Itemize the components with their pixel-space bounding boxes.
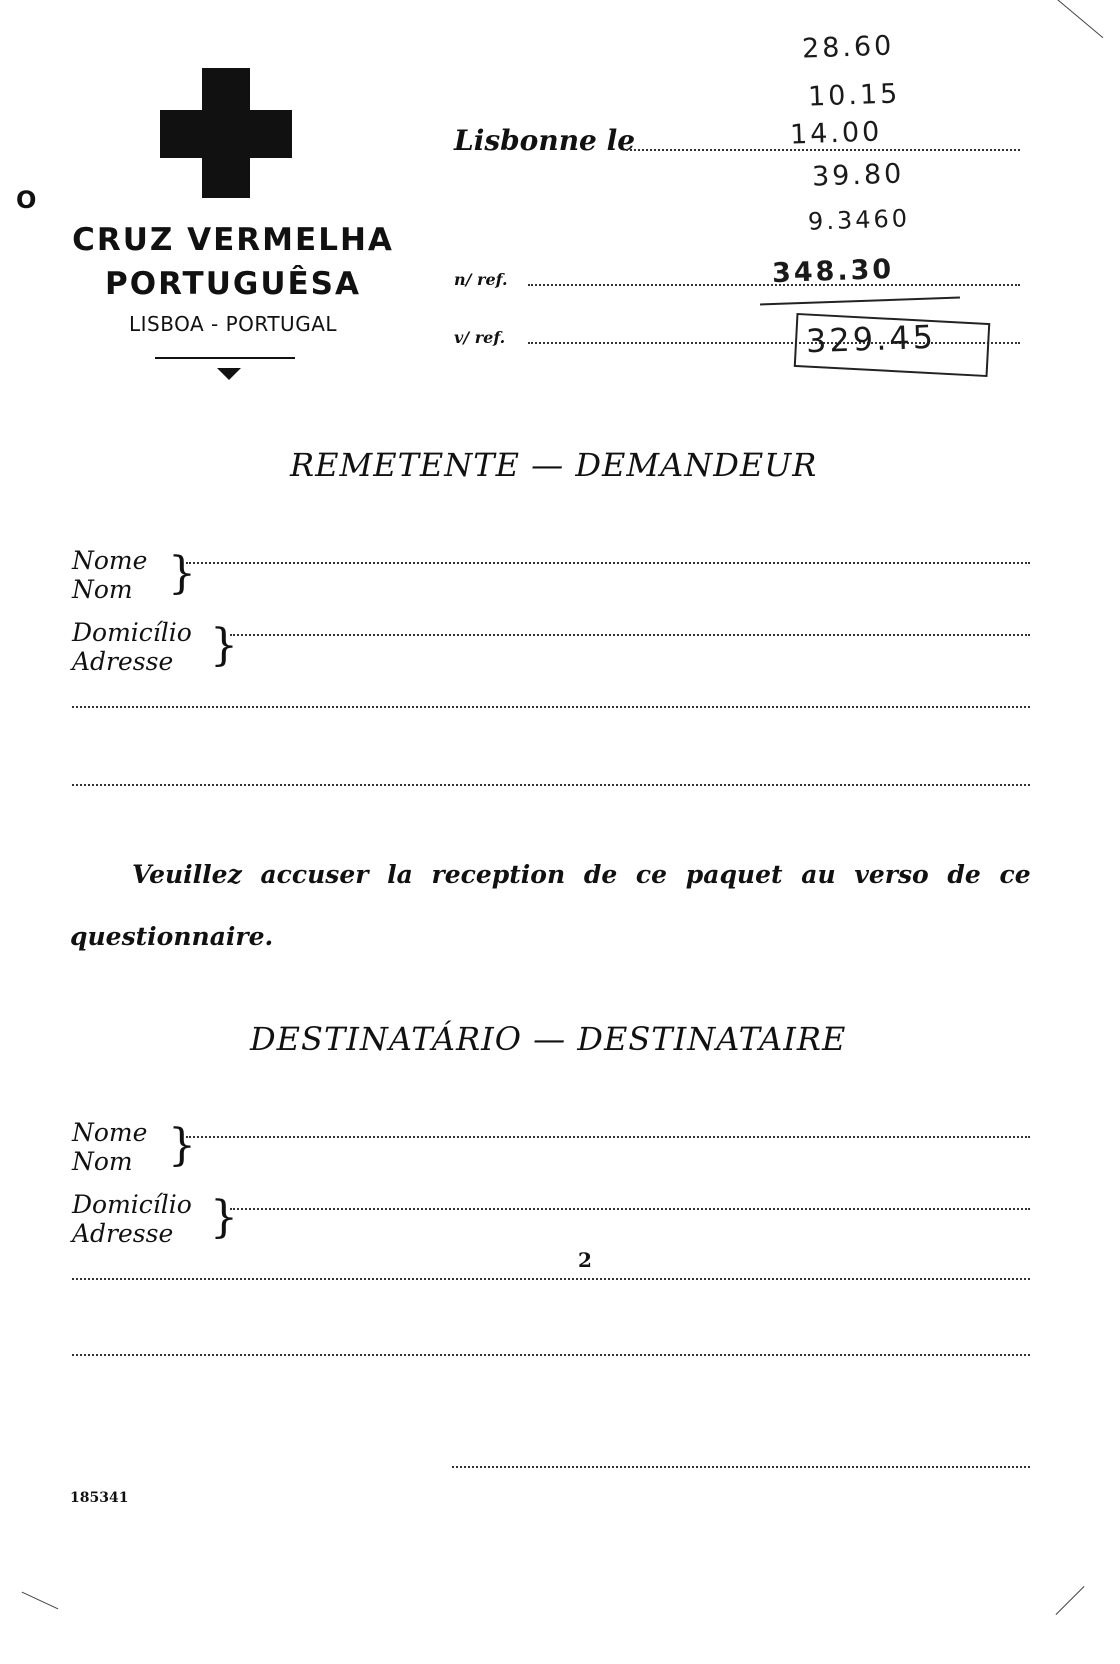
sender-name-field[interactable] bbox=[186, 562, 1030, 564]
sender-address-field-3[interactable] bbox=[72, 784, 1030, 786]
organization-name-line2: PORTUGUÊSA bbox=[105, 266, 361, 302]
sender-address-brace: } bbox=[210, 620, 238, 671]
sender-name-label: Nome Nom bbox=[72, 546, 148, 604]
sender-address-label: Domicílio Adresse bbox=[72, 618, 192, 676]
organization-name-line1: CRUZ VERMELHA bbox=[72, 222, 394, 258]
page-number: 2 bbox=[578, 1248, 592, 1272]
handwritten-total: 329.45 bbox=[805, 317, 937, 361]
down-arrow-icon bbox=[217, 368, 241, 380]
scan-corner-mark-bottom-right bbox=[1056, 1586, 1085, 1615]
handwritten-sum-line bbox=[760, 297, 960, 306]
handwritten-figure-4: 39.80 bbox=[811, 158, 905, 193]
sender-section-title: REMETENTE — DEMANDEUR bbox=[290, 446, 818, 484]
sender-name-brace: } bbox=[168, 548, 196, 599]
date-place-label: Lisbonne le bbox=[454, 124, 636, 157]
recipient-address-label: Domicílio Adresse bbox=[72, 1190, 192, 1248]
recipient-name-label: Nome Nom bbox=[72, 1118, 148, 1176]
recipient-address-field-4[interactable] bbox=[452, 1466, 1030, 1468]
margin-mark: O bbox=[16, 186, 37, 214]
handwritten-figure-6: 348.30 bbox=[771, 253, 895, 290]
logo-divider bbox=[155, 357, 295, 359]
our-ref-label: n/ ref. bbox=[454, 270, 508, 289]
notice-line2: questionnaire. bbox=[70, 922, 274, 951]
recipient-section-title: DESTINATÁRIO — DESTINATAIRE bbox=[250, 1020, 847, 1058]
notice-line1: Veuillez accuser la reception de ce paquet au verso de ce bbox=[132, 860, 1031, 889]
recipient-address-field-3[interactable] bbox=[72, 1354, 1030, 1356]
handwritten-figure-5: 9.3460 bbox=[807, 204, 911, 236]
organization-location: LISBOA - PORTUGAL bbox=[128, 312, 338, 336]
recipient-address-brace: } bbox=[210, 1192, 238, 1243]
scan-corner-mark-top-right bbox=[1057, 0, 1104, 38]
sender-address-field-2[interactable] bbox=[72, 706, 1030, 708]
recipient-address-field-2[interactable] bbox=[72, 1278, 1030, 1280]
handwritten-figure-3: 14.00 bbox=[789, 116, 883, 151]
handwritten-figure-2: 10.15 bbox=[807, 78, 901, 113]
scan-corner-mark-bottom-left bbox=[22, 1592, 59, 1610]
sender-address-field-1[interactable] bbox=[230, 634, 1030, 636]
red-cross-icon bbox=[160, 68, 292, 198]
form-serial-number: 185341 bbox=[70, 1490, 129, 1506]
handwritten-figure-1: 28.60 bbox=[801, 30, 895, 65]
recipient-name-field[interactable] bbox=[186, 1136, 1030, 1138]
recipient-address-field-1[interactable] bbox=[230, 1208, 1030, 1210]
recipient-name-brace: } bbox=[168, 1120, 196, 1171]
your-ref-label: v/ ref. bbox=[454, 328, 506, 347]
